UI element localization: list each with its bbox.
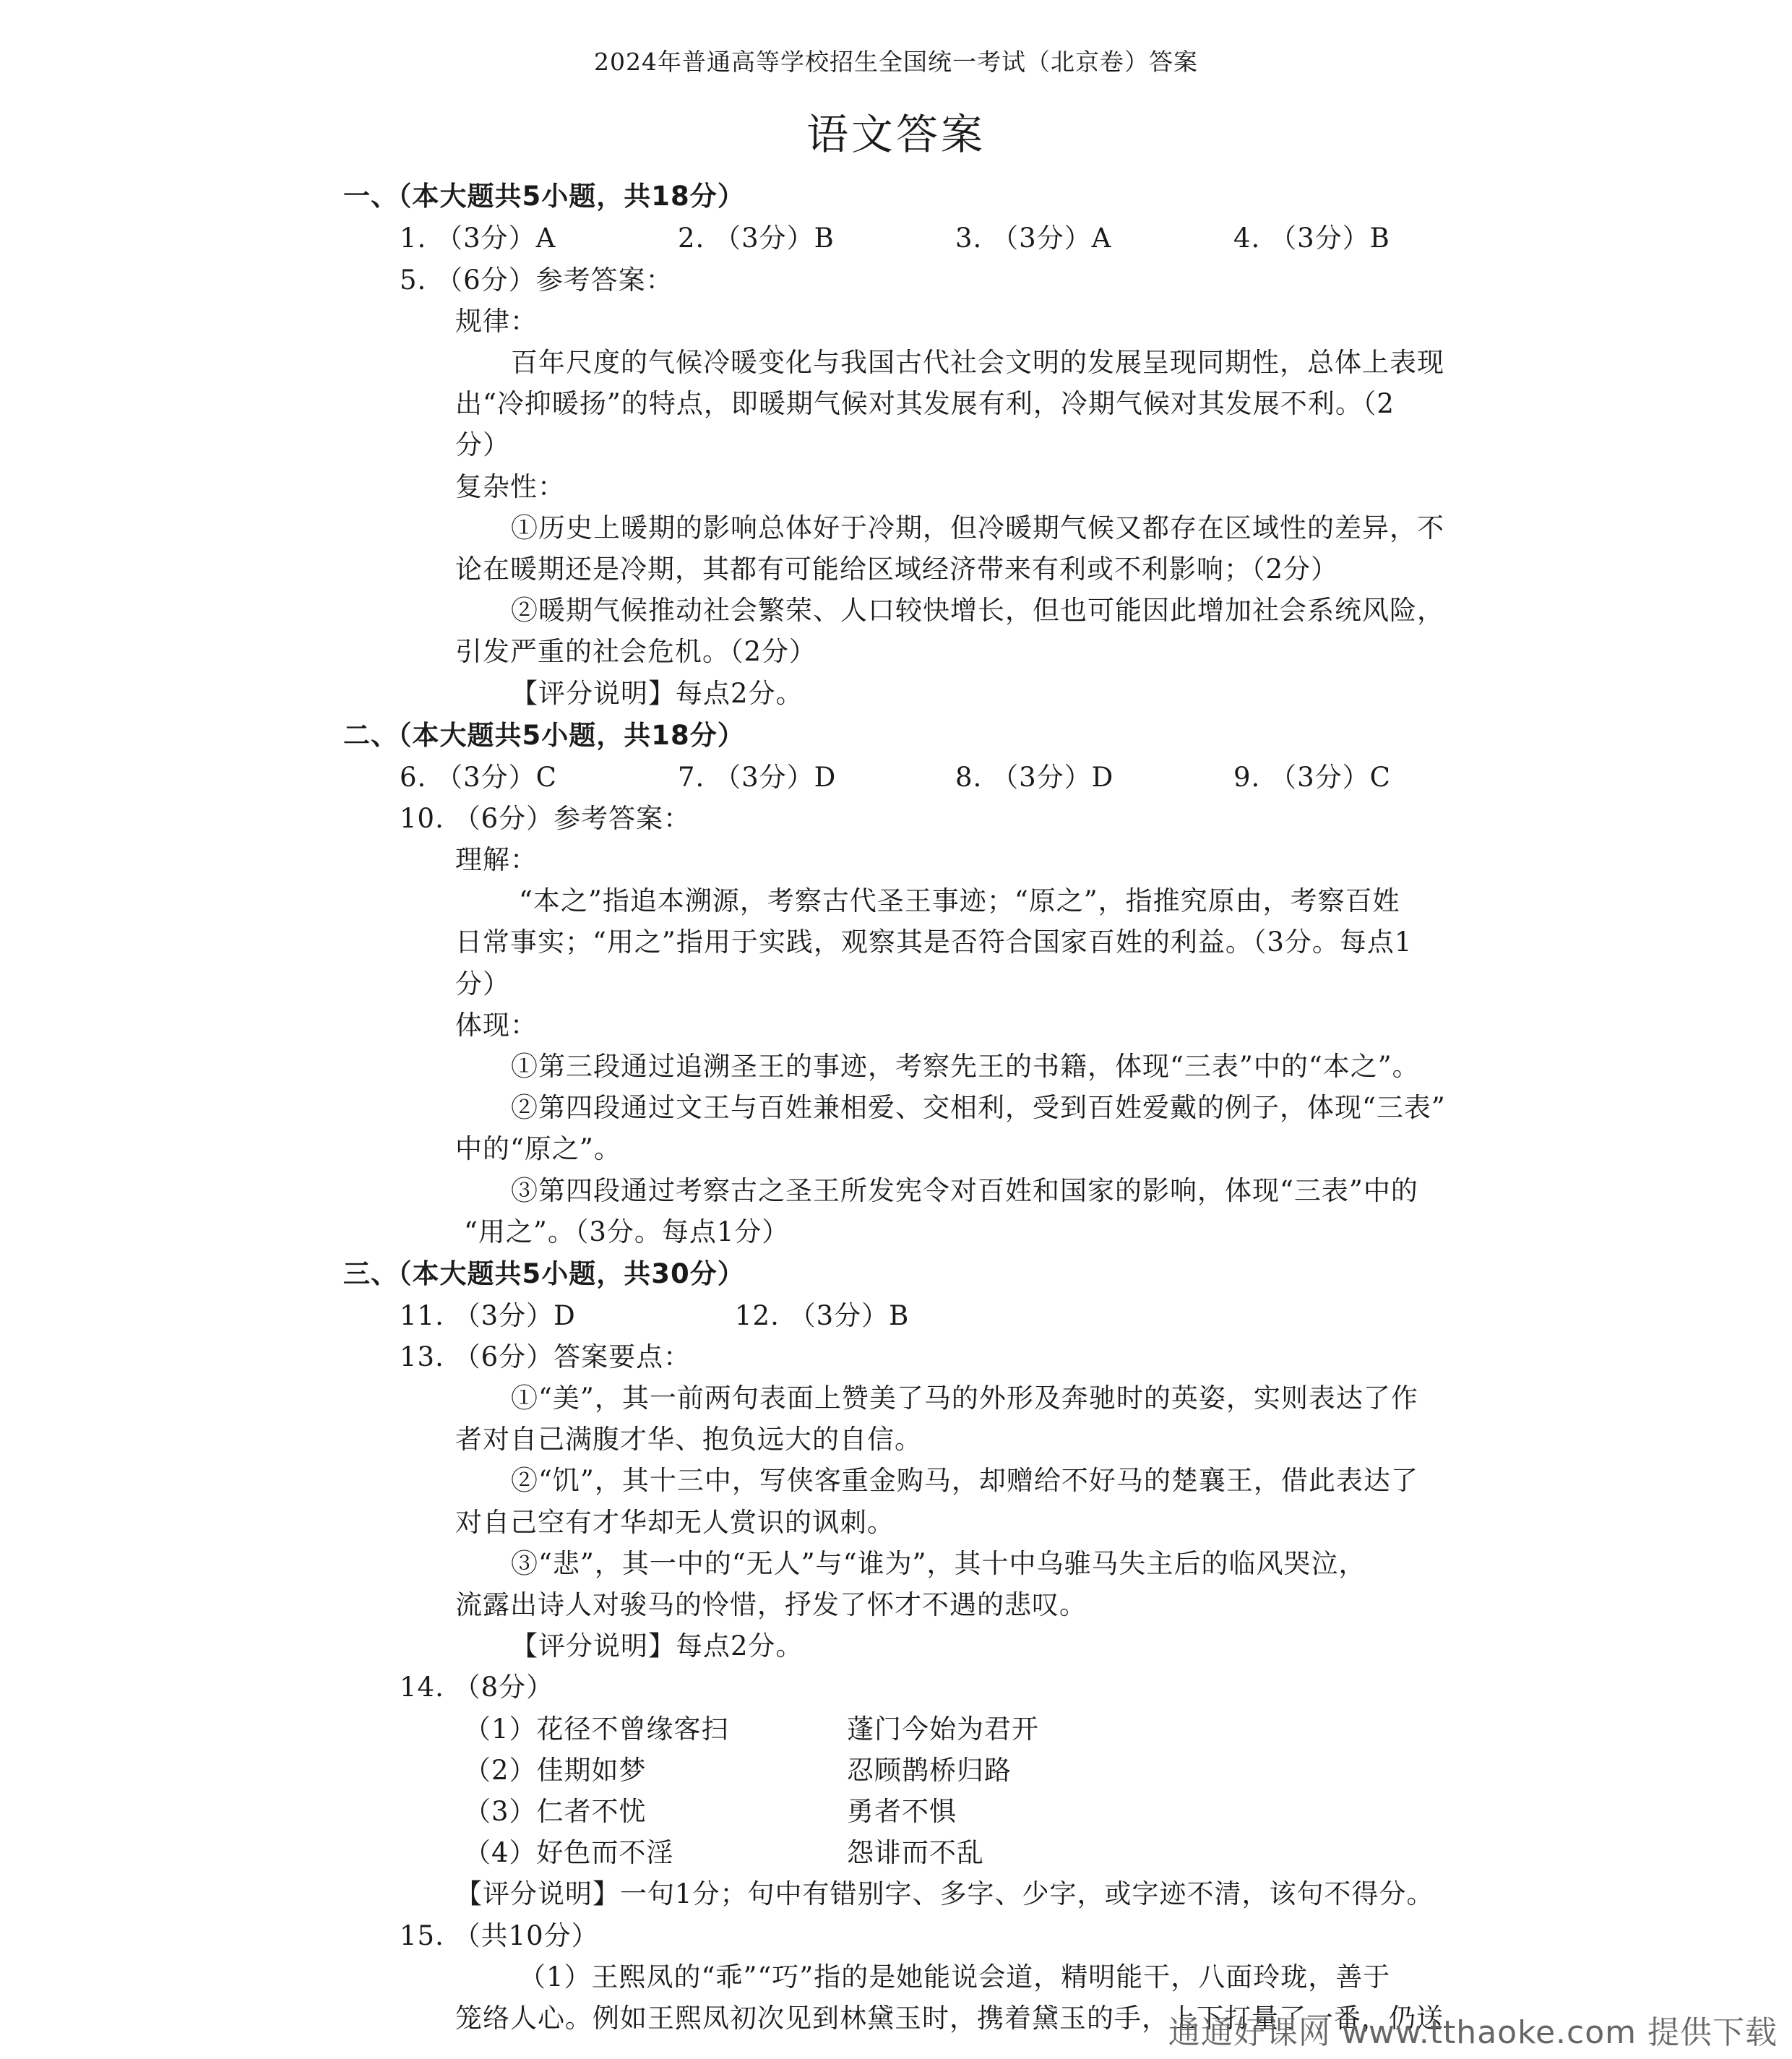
q14-line-b: 勇者不惧 [847, 1796, 957, 1827]
q14-line-b: 怨诽而不乱 [847, 1837, 984, 1868]
q5-line: 论在暖期还是冷期，其都有可能给区域经济带来有利或不利影响；（2分） [455, 554, 1339, 585]
answer-q4: 4. （3分）B [1233, 223, 1390, 254]
section-2-heading: 二、（本大题共5小题，共18分） [343, 720, 745, 751]
q10-line: ①第三段通过追溯圣王的事迹，考察先王的书籍，体现“三表”中的“本之”。 [511, 1051, 1420, 1082]
answer-q11: 11. （3分）D [400, 1300, 576, 1331]
q5-line: 百年尺度的气候冷暖变化与我国古代社会文明的发展呈现同期性，总体上表现 [511, 347, 1444, 378]
section-1-heading: 一、（本大题共5小题，共18分） [343, 181, 745, 212]
q14-line-b: 忍顾鹊桥归路 [847, 1755, 1012, 1786]
q5-line: ②暖期气候推动社会繁荣、人口较快增长，但也可能因此增加社会系统风险， [511, 595, 1444, 626]
answer-q15-label: 15. （共10分） [400, 1920, 599, 1951]
q10-line: 体现： [455, 1010, 538, 1041]
q13-line: 流露出诗人对骏马的怜惜，抒发了怀才不遇的悲叹。 [455, 1589, 1087, 1620]
q14-line-a: （3）仁者不忧 [464, 1796, 647, 1827]
section-3-heading: 三、（本大题共5小题，共30分） [343, 1258, 745, 1289]
q14-line-a: （2）佳期如梦 [464, 1755, 647, 1786]
q13-line: ①“美”，其一前两句表面上赞美了马的外形及奔驰时的英姿，实则表达了作 [511, 1383, 1418, 1414]
q5-line: 引发严重的社会危机。（2分） [455, 636, 817, 667]
page-title: 语文答案 [806, 110, 986, 159]
answer-q9: 9. （3分）C [1233, 762, 1391, 793]
q5-line: 出“冷抑暖扬”的特点，即暖期气候对其发展有利，冷期气候对其发展不利。（2 [455, 388, 1395, 419]
answer-q6: 6. （3分）C [400, 762, 557, 793]
q10-line: 分） [455, 968, 510, 1000]
q10-line: “本之”指追本溯源，考察古代圣王事迹；“原之”，指推究原由，考察百姓 [519, 885, 1400, 916]
answer-q7: 7. （3分）D [678, 762, 837, 793]
q14-line-b: 蓬门今始为君开 [847, 1714, 1039, 1745]
q5-line: ①历史上暖期的影响总体好于冷期，但冷暖期气候又都存在区域性的差异，不 [511, 512, 1444, 543]
q14-line-a: （4）好色而不淫 [464, 1837, 674, 1868]
q10-line: “用之”。（3分。每点1分） [464, 1216, 790, 1247]
q5-line: 复杂性： [455, 471, 565, 502]
q13-line: ③“悲”，其一中的“无人”与“谁为”，其十中乌骓马失主后的临风哭泣， [511, 1548, 1366, 1579]
q10-line: 日常事实；“用之”指用于实践，观察其是否符合国家百姓的利益。（3分。每点1 [455, 927, 1413, 958]
q5-line: 规律： [455, 306, 538, 337]
q13-line: 者对自己满腹才华、抱负远大的自信。 [455, 1424, 922, 1455]
answer-q2: 2. （3分）B [678, 223, 835, 254]
q13-scoring-note: 【评分说明】每点2分。 [511, 1630, 804, 1662]
q5-line: 分） [455, 429, 510, 460]
q10-line: 理解： [455, 844, 538, 875]
answer-q5-label: 5. （6分）参考答案： [400, 265, 673, 296]
answer-q12: 12. （3分）B [735, 1300, 910, 1331]
q15-line: （1）王熙凤的“乖”“巧”指的是她能说会道，精明能干，八面玲珑，善于 [519, 1961, 1391, 1993]
q14-scoring-note: 【评分说明】一句1分；句中有错别字、多字、少字，或字迹不清，该句不得分。 [455, 1878, 1434, 1909]
watermark-footer: 通通好课网 www.tthaoke.com 提供下载 [1168, 2014, 1778, 2051]
q10-line: 中的“原之”。 [455, 1133, 621, 1164]
answer-q1: 1. （3分）A [400, 223, 556, 254]
q13-line: 对自己空有才华却无人赏识的讽刺。 [455, 1507, 895, 1538]
q13-line: ②“饥”，其十三中，写侠客重金购马，却赠给不好马的楚襄王，借此表达了 [511, 1465, 1418, 1496]
q10-line: ③第四段通过考察古之圣王所发宪令对百姓和国家的影响，体现“三表”中的 [511, 1175, 1418, 1206]
exam-header: 2024年普通高等学校招生全国统一考试（北京卷）答案 [594, 48, 1198, 76]
q5-scoring-note: 【评分说明】每点2分。 [511, 678, 804, 709]
q14-line-a: （1）花径不曾缘客扫 [464, 1714, 729, 1745]
answer-q10-label: 10. （6分）参考答案： [400, 803, 692, 834]
answer-q13-label: 13. （6分）答案要点： [400, 1341, 692, 1372]
answer-q3: 3. （3分）A [955, 223, 1112, 254]
answer-q8: 8. （3分）D [955, 762, 1114, 793]
q10-line: ②第四段通过文王与百姓兼相爱、交相利，受到百姓爱戴的例子，体现“三表” [511, 1092, 1446, 1123]
q15-line: 笼络人心。例如王熙凤初次见到林黛玉时，携着黛玉的手，上下打量了一番，仍送 [455, 2003, 1444, 2034]
answer-q14-label: 14. （8分） [400, 1672, 554, 1703]
